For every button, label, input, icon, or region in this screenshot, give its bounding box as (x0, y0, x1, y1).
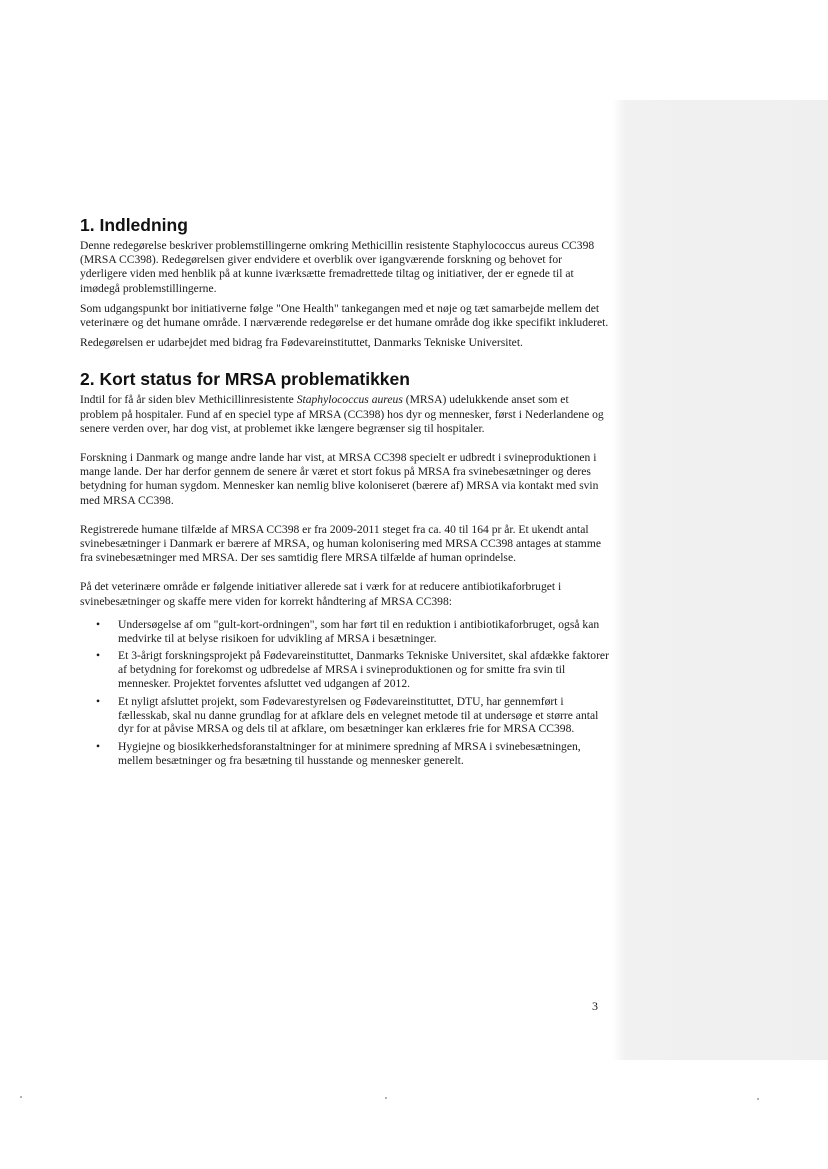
list-item-text: Undersøgelse af om "gult-kort-ordningen", som har ført til en reduktion i antibiotikaforbruget, også kan medvirke til at belyse risikoen for udvikling af MRSA i besætninger. (118, 617, 600, 645)
scan-speck (20, 1096, 22, 1098)
list-item-text: Et nyligt afsluttet projekt, som Fødevarestyrelsen og Fødevareinstituttet, DTU, har gennemført i fællesskab, skal nu danne grundlag for at afklare dels en velegnet metode til at undersøge et større antal dyr for at påvise MRSA og dels til at afklare, om besætninger kan erklæres frie for MRSA CC398. (118, 694, 599, 736)
status-paragraph (80, 393, 610, 436)
list-item (80, 695, 610, 736)
list-item (80, 649, 610, 690)
list-item (80, 618, 610, 646)
list-item-text: Et 3-årigt forskningsprojekt på Fødevareinstituttet, Danmarks Tekniske Universitet, skal afdække faktorer af betydning for forekomst og udbredelse af MRSA i svineproduktionen og for smitte fra svin til mennesker. Projektet forventes afsluttet ved udgangen af 2012. (118, 649, 609, 691)
list-item-text: Hygiejne og biosikkerhedsforanstaltninger for at minimere spredning af MRSA i svinebesætningen, mellem besætninger og fra besætning til husstande og mennesker generelt. (118, 740, 581, 768)
status-paragraph: Forskning i Danmark og mange andre lande har vist, at MRSA CC398 specielt er udbredt i svineproduktionen i mange lande. Der har derfor gennem de senere år været et stort fokus på MRSA fra svinebesætninger og deres betydning for human sygdom. Mennesker kan nemlig blive koloniseret (bærere af) MRSA via kontakt med svin med MRSA CC398. (80, 451, 599, 507)
page-number: 3 (592, 999, 598, 1013)
species-name: Staphylococcus aureus (296, 393, 403, 407)
intro-paragraph: Redegørelsen er udarbejdet med bidrag fra Fødevareinstituttet, Danmarks Tekniske Universitet. (80, 336, 523, 350)
document-page (80, 214, 610, 772)
scan-shadow (612, 100, 828, 1060)
status-paragraph: Registrerede humane tilfælde af MRSA CC398 er fra 2009-2011 steget fra ca. 40 til 164 pr år. Et ukendt antal svinebesætninger i Danmark er bærere af MRSA, og human kolonisering med MRSA CC398 antages at stamme fra svinebesætninger med MRSA. Der ses samtidig flere MRSA tilfælde af human oprindelse. (80, 522, 601, 565)
initiatives-list (80, 618, 610, 768)
scan-speck (757, 1098, 759, 1100)
bullet-icon: • (96, 740, 101, 754)
section-heading-mrsa-status: 2. Kort status for MRSA problematikken (80, 369, 410, 390)
bullet-icon: • (96, 694, 101, 708)
bullet-icon: • (96, 649, 101, 663)
list-item (80, 740, 610, 768)
intro-paragraph: Som udgangspunkt bor initiativerne følge "One Health" tankegangen med et nøje og tæt samarbejde mellem det veterinære og det humane område. I nærværende redegørelse er det humane område dog ikke specifikt inkluderet. (80, 301, 609, 330)
scan-speck (385, 1097, 387, 1099)
status-paragraph: På det veterinære område er følgende initiativer allerede sat i værk for at reducere antibiotikaforbruget i svinebesætninger og skaffe mere viden for korrekt håndtering af MRSA CC398: (80, 580, 562, 608)
intro-paragraph: Denne redegørelse beskriver problemstillingerne omkring Methicillin resistente Staphylococcus aureus CC398 (MRSA CC398). Redegørelsen giver endvidere et overblik over igangværende forskning og behovet for yderligere viden med henblik på at kunne iværksætte fremadrettede tiltag og initiativer, der er egnede til at imødegå problemstillingerne. (80, 239, 595, 295)
status-text: Indtil for få år siden blev Methicillinresistente (80, 393, 297, 407)
section-heading-introduction: 1. Indledning (80, 215, 188, 235)
bullet-icon: • (96, 617, 101, 631)
status-text: (MRSA) udelukkende anset som et problem på hospitaler. Fund af en speciel type af MRSA (CC398) hos dyr og mennesker, først i Nederlandene og senere verden over, har dog vist, at problemet ikke længere begrænser sig til hospitaler. (80, 393, 604, 435)
